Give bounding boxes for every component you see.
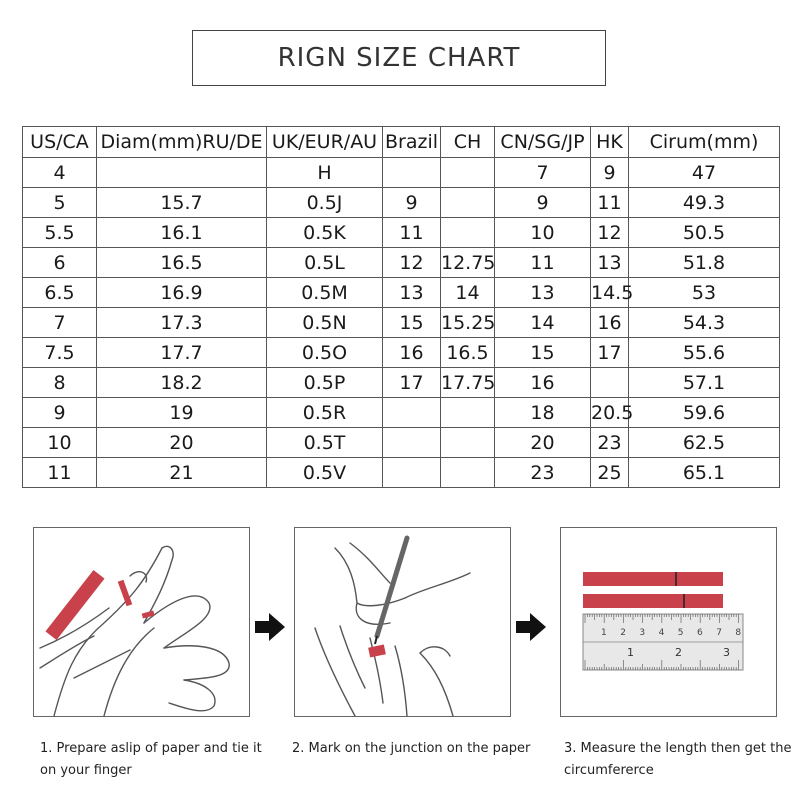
table-cell: 9: [383, 188, 441, 218]
ruler-inch-label: 3: [723, 646, 730, 659]
ruler-measurement-illustration: [561, 528, 778, 718]
table-cell: 12: [591, 218, 629, 248]
table-cell: 16.9: [97, 278, 267, 308]
table-cell: [97, 158, 267, 188]
table-row: [23, 368, 780, 398]
ruler-cm-label: 7: [716, 628, 722, 638]
table-cell: 0.5V: [267, 458, 383, 488]
ruler-cm-label: 5: [677, 628, 684, 638]
column-header: CH: [441, 127, 495, 158]
table-cell: 9: [495, 188, 591, 218]
table-cell: [383, 398, 441, 428]
table-cell: 15: [383, 308, 441, 338]
table-row: [23, 428, 780, 458]
table-cell: 7.5: [23, 338, 97, 368]
table-cell: 50.5: [629, 218, 780, 248]
column-header: CN/SG/JP: [495, 127, 591, 158]
ruler-cm-label: 8: [735, 628, 742, 638]
table-cell: 13: [383, 278, 441, 308]
table-cell: [441, 428, 495, 458]
table-cell: 0.5L: [267, 248, 383, 278]
table-cell: 17: [591, 338, 629, 368]
table-cell: [383, 158, 441, 188]
ruler-cm-label: 2: [620, 628, 626, 638]
table-cell: H: [267, 158, 383, 188]
hand-with-paper-strip-illustration: [34, 528, 251, 718]
arrow-right-icon: [516, 613, 546, 645]
table-row: [23, 458, 780, 488]
column-header: Cirum(mm): [629, 127, 780, 158]
arrow-right-icon: [255, 613, 285, 645]
step-2-caption: 2. Mark on the junction on the paper: [292, 741, 531, 756]
paper-strip-top: [583, 572, 723, 586]
table-cell: 23: [495, 458, 591, 488]
step-1-illustration: [33, 527, 250, 717]
table-cell: 53: [629, 278, 780, 308]
table-cell: 0.5T: [267, 428, 383, 458]
table-cell: 17.3: [97, 308, 267, 338]
paper-strip-bottom: [583, 594, 723, 608]
table-cell: 5.5: [23, 218, 97, 248]
table-cell: 8: [23, 368, 97, 398]
table-cell: 51.8: [629, 248, 780, 278]
table-cell: 7: [23, 308, 97, 338]
table-cell: [591, 368, 629, 398]
column-header: HK: [591, 127, 629, 158]
table-header-row: [23, 127, 780, 158]
table-cell: 23: [591, 428, 629, 458]
table-cell: 13: [495, 278, 591, 308]
table-cell: 11: [383, 218, 441, 248]
table-cell: 6.5: [23, 278, 97, 308]
table-cell: 12.75: [441, 248, 495, 278]
table-cell: 14.5: [591, 278, 629, 308]
table-cell: 11: [591, 188, 629, 218]
ruler-cm-label: 3: [639, 628, 646, 638]
table-cell: 7: [495, 158, 591, 188]
table-cell: 47: [629, 158, 780, 188]
table-cell: 49.3: [629, 188, 780, 218]
table-cell: 5: [23, 188, 97, 218]
table-cell: 20: [97, 428, 267, 458]
table-cell: 16: [495, 368, 591, 398]
table-cell: 9: [23, 398, 97, 428]
table-cell: 57.1: [629, 368, 780, 398]
table-cell: 16.5: [441, 338, 495, 368]
table-cell: 11: [23, 458, 97, 488]
ruler-cm-label: 6: [697, 628, 703, 638]
table-cell: 54.3: [629, 308, 780, 338]
table-cell: [441, 458, 495, 488]
step-1-caption: 1. Prepare aslip of paper and tie it on your finger: [40, 741, 262, 778]
ruler-inch-label: 1: [627, 646, 634, 659]
table-cell: 0.5N: [267, 308, 383, 338]
table-cell: 14: [495, 308, 591, 338]
hand-marking-paper-illustration: [295, 528, 512, 718]
table-cell: 6: [23, 248, 97, 278]
table-cell: 9: [591, 158, 629, 188]
step-3-illustration: [560, 527, 777, 717]
table-cell: 62.5: [629, 428, 780, 458]
table-cell: 18.2: [97, 368, 267, 398]
table-cell: 19: [97, 398, 267, 428]
table-cell: 15.7: [97, 188, 267, 218]
table-cell: 65.1: [629, 458, 780, 488]
table-cell: 20.5: [591, 398, 629, 428]
table-cell: [383, 428, 441, 458]
table-cell: 0.5O: [267, 338, 383, 368]
table-cell: 17.75: [441, 368, 495, 398]
table-cell: 59.6: [629, 398, 780, 428]
chart-title-box: [192, 30, 606, 86]
step-3-caption: 3. Measure the length then get the circumfererce: [564, 741, 792, 778]
table-cell: 17: [383, 368, 441, 398]
table-cell: 25: [591, 458, 629, 488]
ring-size-table: [22, 126, 780, 488]
table-cell: 12: [383, 248, 441, 278]
table-cell: 15: [495, 338, 591, 368]
ruler-cm-label: 4: [658, 628, 665, 638]
column-header: UK/EUR/AU: [267, 127, 383, 158]
table-cell: 10: [23, 428, 97, 458]
table-cell: 18: [495, 398, 591, 428]
table-row: [23, 338, 780, 368]
table-cell: 10: [495, 218, 591, 248]
table-cell: 16.5: [97, 248, 267, 278]
table-cell: 11: [495, 248, 591, 278]
column-header: Brazil: [383, 127, 441, 158]
table-cell: [441, 218, 495, 248]
table-cell: 17.7: [97, 338, 267, 368]
table-cell: 14: [441, 278, 495, 308]
table-cell: [383, 458, 441, 488]
table-cell: 0.5P: [267, 368, 383, 398]
table-cell: 55.6: [629, 338, 780, 368]
table-cell: [441, 398, 495, 428]
table-row: [23, 218, 780, 248]
table-cell: 4: [23, 158, 97, 188]
column-header: US/CA: [23, 127, 97, 158]
table-cell: 16: [591, 308, 629, 338]
table-row: [23, 188, 780, 218]
table-row: [23, 158, 780, 188]
table-row: [23, 308, 780, 338]
table-cell: [441, 188, 495, 218]
table-cell: [441, 158, 495, 188]
table-row: [23, 278, 780, 308]
table-cell: 21: [97, 458, 267, 488]
ruler-cm-label: 1: [601, 628, 607, 638]
table-cell: 13: [591, 248, 629, 278]
table-cell: 0.5R: [267, 398, 383, 428]
column-header: Diam(mm)RU/DE: [97, 127, 267, 158]
table-cell: 0.5J: [267, 188, 383, 218]
table-row: [23, 248, 780, 278]
table-cell: 0.5M: [267, 278, 383, 308]
ruler-inch-label: 2: [675, 646, 682, 659]
table-cell: 15.25: [441, 308, 495, 338]
table-cell: 0.5K: [267, 218, 383, 248]
table-row: [23, 398, 780, 428]
table-cell: 20: [495, 428, 591, 458]
step-2-illustration: [294, 527, 511, 717]
chart-title: RIGN SIZE CHART: [277, 43, 521, 73]
table-cell: 16: [383, 338, 441, 368]
table-cell: 16.1: [97, 218, 267, 248]
